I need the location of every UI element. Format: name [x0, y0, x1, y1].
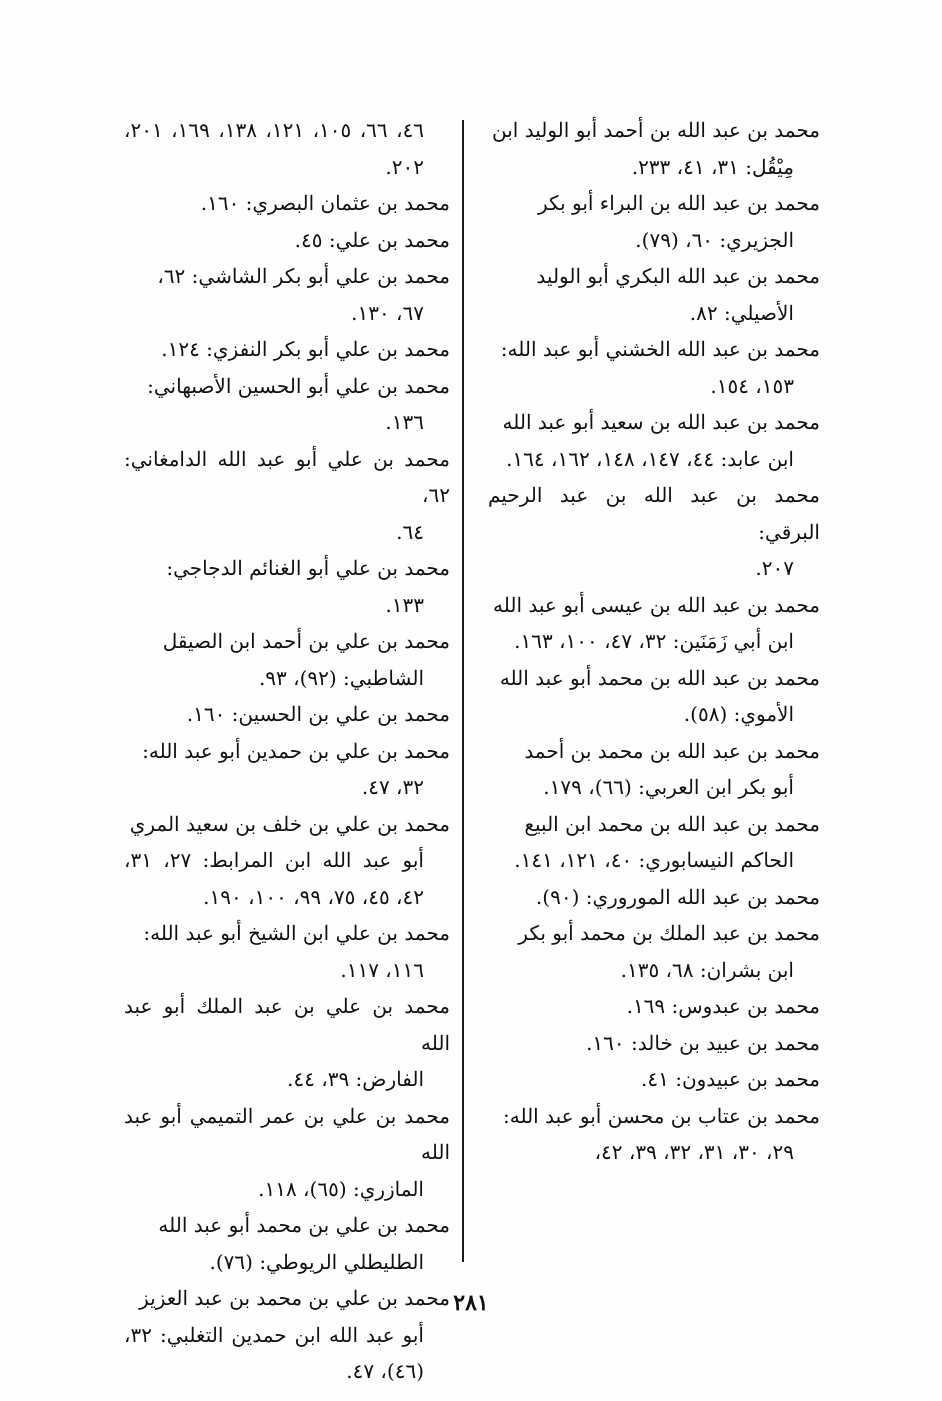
entry-name: محمد بن علي أبو الغنائم الدجاجي:: [166, 556, 450, 580]
index-entry: [124, 331, 450, 368]
index-entry: [124, 623, 450, 696]
entry-refs: ٢٩، ٣٠، ٣١، ٣٢، ٣٩، ٤٢،: [594, 1140, 794, 1164]
index-entry: [488, 404, 820, 477]
entry-refs: أبو عبد الله ابن حمدين التغلبي: ٣٢، (٤٦)، ٤٧.: [124, 1322, 424, 1383]
index-entry: [124, 1098, 450, 1208]
entry-name: محمد بن علي بن الحسين: ١٦٠.: [186, 702, 450, 726]
entry-name: محمد بن عبد الله بن أحمد أبو الوليد ابن: [492, 118, 820, 142]
index-entry: [124, 222, 450, 259]
index-entry: [124, 441, 450, 551]
index-entry: [488, 733, 820, 806]
entry-refs: ٦٧، ١٣٠.: [351, 300, 424, 325]
index-entry: [124, 988, 450, 1098]
entry-refs: ٢٠٧.: [755, 556, 794, 580]
entry-name: محمد بن عبد الله الخشني أبو عبد الله:: [500, 337, 820, 361]
entry-name: محمد بن علي ابن الشيخ أبو عبد الله:: [143, 921, 450, 945]
entry-name: محمد بن عبد الله بن محمد أبو عبد الله: [499, 665, 820, 690]
entry-name: محمد بن عبد الله بن سعيد أبو عبد الله: [502, 410, 820, 434]
entry-name: محمد بن علي بن أحمد ابن الصيقل: [162, 629, 450, 653]
entry-name: محمد بن عبد الله بن عيسى أبو عبد الله: [493, 592, 820, 617]
entry-name: محمد بن عبد الله بن محمد ابن البيع: [524, 811, 820, 836]
entry-name: محمد بن علي بن حمدين أبو عبد الله:: [142, 738, 450, 763]
entry-name: محمد بن علي أبو بكر النفزي: ١٢٤.: [161, 337, 450, 361]
entry-name: محمد بن علي بن خلف بن سعيد المري: [129, 811, 450, 836]
index-entry: [488, 660, 820, 733]
index-entry: [488, 112, 820, 185]
index-entry: [124, 696, 450, 733]
entry-name: محمد بن علي بن عبد الملك أبو عبد الله: [124, 994, 450, 1055]
index-entry: [124, 368, 450, 441]
entry-name: محمد بن علي أبو عبد الله الدامغاني: ٦٢،: [124, 446, 450, 507]
entry-refs: الأموي: (٥٨).: [683, 702, 794, 726]
index-entry: [488, 258, 820, 331]
index-entry: [488, 915, 820, 988]
index-entry-continued: [124, 112, 450, 185]
entry-name: محمد بن عبد الله بن محمد بن أحمد: [524, 738, 820, 763]
entry-refs: الجزيري: ٦٠، (٧٩).: [635, 227, 794, 252]
page-number: ٢٨١: [453, 1290, 489, 1316]
index-entry: [124, 1207, 450, 1280]
index-entry: [124, 185, 450, 222]
index-entry: [488, 806, 820, 879]
entry-refs: ابن عابد: ٤٤، ١٤٧، ١٤٨، ١٦٢، ١٦٤.: [506, 446, 794, 471]
entry-refs: أبو عبد الله ابن المرابط: ٢٧، ٣١، ٤٢، ٤٥، ٧٥، ٩٩، ١٠٠، ١٩٠.: [124, 848, 424, 909]
entry-refs: المازري: (٦٥)، ١١٨.: [258, 1176, 424, 1201]
entry-refs: ٣٢، ٤٧.: [361, 775, 424, 799]
index-entry: [488, 477, 820, 587]
entry-name: محمد بن عبد الله بن عبد الرحيم البرقي:: [488, 483, 820, 544]
entry-refs: ٤٦، ٦٦، ١٠٥، ١٢١، ١٣٨، ١٦٩، ٢٠١، ٢٠٢.: [124, 118, 425, 179]
entry-name: محمد بن عبيد بن خالد: ١٦٠.: [586, 1030, 820, 1055]
entry-name: محمد بن علي بن محمد أبو عبد الله: [158, 1213, 450, 1237]
entry-refs: مِيْقُل: ٣١، ٤١، ٢٣٣.: [631, 154, 794, 179]
index-entry: [488, 1061, 820, 1098]
index-entry: [124, 258, 450, 331]
column-divider: [462, 120, 464, 1262]
entry-refs: ١٣٣.: [385, 592, 424, 617]
index-entry: [488, 1025, 820, 1062]
entry-name: محمد بن عبد الله البكري أبو الوليد: [536, 264, 820, 288]
index-entry: [488, 185, 820, 258]
index-column-right: [488, 112, 820, 1171]
index-entry: [488, 879, 820, 916]
index-entry: [124, 915, 450, 988]
index-entry: [488, 988, 820, 1025]
entry-name: محمد بن علي أبو الحسين الأصبهاني:: [147, 373, 450, 398]
entry-name: محمد بن عتاب بن محسن أبو عبد الله:: [502, 1103, 820, 1128]
entry-refs: ١١٦، ١١٧.: [340, 957, 424, 982]
index-entry: [488, 587, 820, 660]
entry-name: محمد بن علي أبو بكر الشاشي: ٦٢،: [157, 264, 450, 288]
entry-refs: ابن بشران: ٦٨، ١٣٥.: [620, 957, 794, 982]
entry-refs: ١٣٦.: [385, 410, 424, 434]
index-entry: [124, 733, 450, 806]
entry-name: محمد بن علي: ٤٥.: [294, 227, 450, 252]
entry-refs: الأصيلي: ٨٢.: [689, 300, 794, 325]
entry-refs: ابن أبي زَمَنَين: ٣٢، ٤٧، ١٠٠، ١٦٣.: [514, 629, 794, 653]
entry-refs: الطليطلي الريوطي: (٧٦).: [209, 1249, 424, 1274]
index-column-left: [124, 112, 450, 1390]
entry-refs: ١٥٣، ١٥٤.: [710, 373, 794, 398]
entry-name: محمد بن علي بن عمر التميمي أبو عبد الله: [124, 1103, 450, 1164]
entry-name: محمد بن عثمان البصري: ١٦٠.: [200, 191, 450, 215]
entry-refs: ٦٤.: [396, 519, 424, 544]
entry-name: محمد بن عبد الله بن البراء أبو بكر: [537, 191, 820, 215]
index-entry: [124, 806, 450, 916]
index-entry: [488, 1098, 820, 1171]
index-entry: [124, 550, 450, 623]
entry-refs: الحاكم النيسابوري: ٤٠، ١٢١، ١٤١.: [514, 848, 794, 872]
entry-name: محمد بن عبد الله الموروري: (٩٠).: [535, 884, 820, 909]
entry-refs: أبو بكر ابن العربي: (٦٦)، ١٧٩.: [543, 775, 794, 799]
entry-refs: الشاطبي: (٩٢)، ٩٣.: [258, 665, 424, 690]
entry-refs: الفارض: ٣٩، ٤٤.: [287, 1067, 424, 1091]
entry-name: محمد بن علي بن محمد بن عبد العزيز: [139, 1286, 450, 1310]
entry-name: محمد بن عبد الملك بن محمد أبو بكر: [518, 921, 820, 945]
index-entry: [488, 331, 820, 404]
entry-name: محمد بن عبيدون: ٤١.: [641, 1067, 820, 1091]
entry-name: محمد بن عبدوس: ١٦٩.: [626, 994, 820, 1018]
